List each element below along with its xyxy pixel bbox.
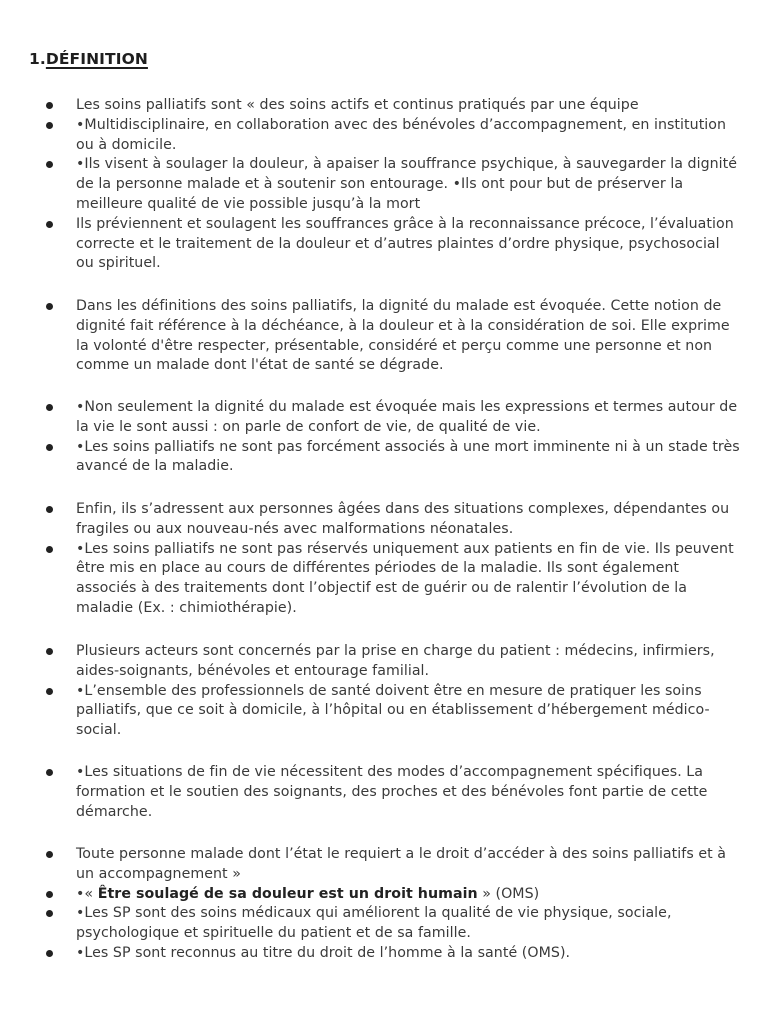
bullet-group [0, 398, 768, 477]
bullet-dot-icon [46, 161, 53, 168]
bullet-dot-icon [46, 950, 53, 957]
list-item-text: •Multidisciplinaire, en collaboration avec des bénévoles d’accompagnement, en institution ou à domicile. [76, 116, 727, 153]
bullet-dot-icon [46, 769, 53, 776]
bullet-dot-icon [46, 910, 53, 917]
list-item [0, 500, 740, 540]
bullet-dot-icon [46, 891, 53, 898]
list-item-text: •L’ensemble des professionnels de santé doivent être en mesure de pratiquer les soins palliatifs, que ce soit à domicile, à l’hôpital ou en établissement d’hébergement médico-social. [76, 682, 710, 739]
list-item [0, 438, 740, 478]
list-item [0, 642, 740, 682]
list-item-text: Plusieurs acteurs sont concernés par la prise en charge du patient : médecins, infirmiers, aides-soignants, bénévoles et entourage familial. [76, 643, 715, 679]
bullet-dot-icon [46, 102, 53, 109]
list-item-text: •Ils visent à soulager la douleur, à apaiser la souffrance psychique, à sauvegarder la dignité de la personne malade et à soutenir son entourage. •Ils ont pour but de préserver la meilleure qualité de vie possible jusqu’à la mort [76, 156, 738, 212]
bullet-dot-icon [46, 648, 53, 655]
list-item [0, 96, 740, 116]
bullet-dot-icon [46, 303, 53, 310]
list-item [0, 398, 740, 438]
list-item [0, 885, 740, 905]
list-item [0, 155, 740, 214]
section-number: 1. [29, 50, 46, 68]
section-heading [29, 48, 148, 70]
bullet-group [0, 642, 768, 741]
list-item-text: •Les soins palliatifs ne sont pas forcément associés à une mort imminente ni à un stade très avancé de la maladie. [76, 438, 740, 475]
bullet-group [0, 500, 768, 619]
list-item-text: Dans les définitions des soins palliatifs, la dignité du malade est évoquée. Cette notion de dignité fait référence à la déchéance, à la douleur et à la considération de soi. Elle exprime la volonté d'être respecter, présentable, considéré et perçu comme une personne et non comme un malade dont l'état de santé se dégrade. [76, 298, 730, 374]
bullet-dot-icon [46, 506, 53, 513]
bullet-group [0, 297, 768, 376]
list-item-text: Ils préviennent et soulagent les souffrances grâce à la reconnaissance précoce, l’évaluation correcte et le traitement de la douleur et d’autres plaintes d’ordre physique, psychosocial ou spirituel. [76, 215, 734, 272]
bullet-dot-icon [46, 688, 53, 695]
list-item [0, 297, 740, 376]
list-item [0, 763, 740, 822]
bullet-dot-icon [46, 122, 53, 129]
list-item [0, 682, 740, 741]
list-item [0, 540, 740, 619]
list-item-text: •Les situations de fin de vie nécessitent des modes d’accompagnement spécifiques. La formation et le soutien des soignants, des proches et des bénévoles font partie de cette démarche. [76, 764, 708, 820]
list-item-text: Enfin, ils s’adressent aux personnes âgées dans des situations complexes, dépendantes ou fragiles ou aux nouveau-nés avec malformations néonatales. [76, 501, 730, 537]
list-item-text: •Les soins palliatifs ne sont pas réservés uniquement aux patients en fin de vie. Ils peuvent être mis en place au cours de différentes périodes de la maladie. Ils sont également associés à des traitements dont l’objectif est de guérir ou de ralentir l’évolution de la maladie (Ex. : chimiothérapie). [76, 540, 734, 616]
list-item-text: •Les SP sont des soins médicaux qui améliorent la qualité de vie physique, sociale, psychologique et spirituelle du patient et de sa famille. [76, 905, 672, 942]
bullet-dot-icon [46, 851, 53, 858]
quote-suffix: » (OMS) [477, 885, 540, 902]
list-item [0, 215, 740, 274]
list-item-text: Toute personne malade dont l’état le requiert a le droit d’accéder à des soins palliatifs et à un accompagnement » [76, 846, 727, 882]
bullet-group [0, 845, 768, 964]
list-item-text [76, 885, 740, 905]
list-item [0, 845, 740, 885]
quote-bold-text: Être soulagé de sa douleur est un droit humain [97, 885, 478, 902]
bullet-dot-icon [46, 221, 53, 228]
list-item-text: •Les SP sont reconnus au titre du droit de l’homme à la santé (OMS). [76, 944, 571, 961]
bullet-dot-icon [46, 546, 53, 553]
list-item-text: •Non seulement la dignité du malade est évoquée mais les expressions et termes autour de la vie le sont aussi : on parle de confort de vie, de qualité de vie. [76, 399, 738, 435]
list-item [0, 944, 740, 964]
bullet-group [0, 96, 768, 274]
section-title: DÉFINITION [45, 50, 148, 68]
bullet-dot-icon [46, 404, 53, 411]
bullet-dot-icon [46, 444, 53, 451]
list-item-text: Les soins palliatifs sont « des soins actifs et continus pratiqués par une équipe [76, 97, 639, 113]
list-item [0, 904, 740, 944]
quote-prefix: •« [76, 885, 98, 902]
list-item [0, 116, 740, 156]
bullet-group [0, 763, 768, 822]
